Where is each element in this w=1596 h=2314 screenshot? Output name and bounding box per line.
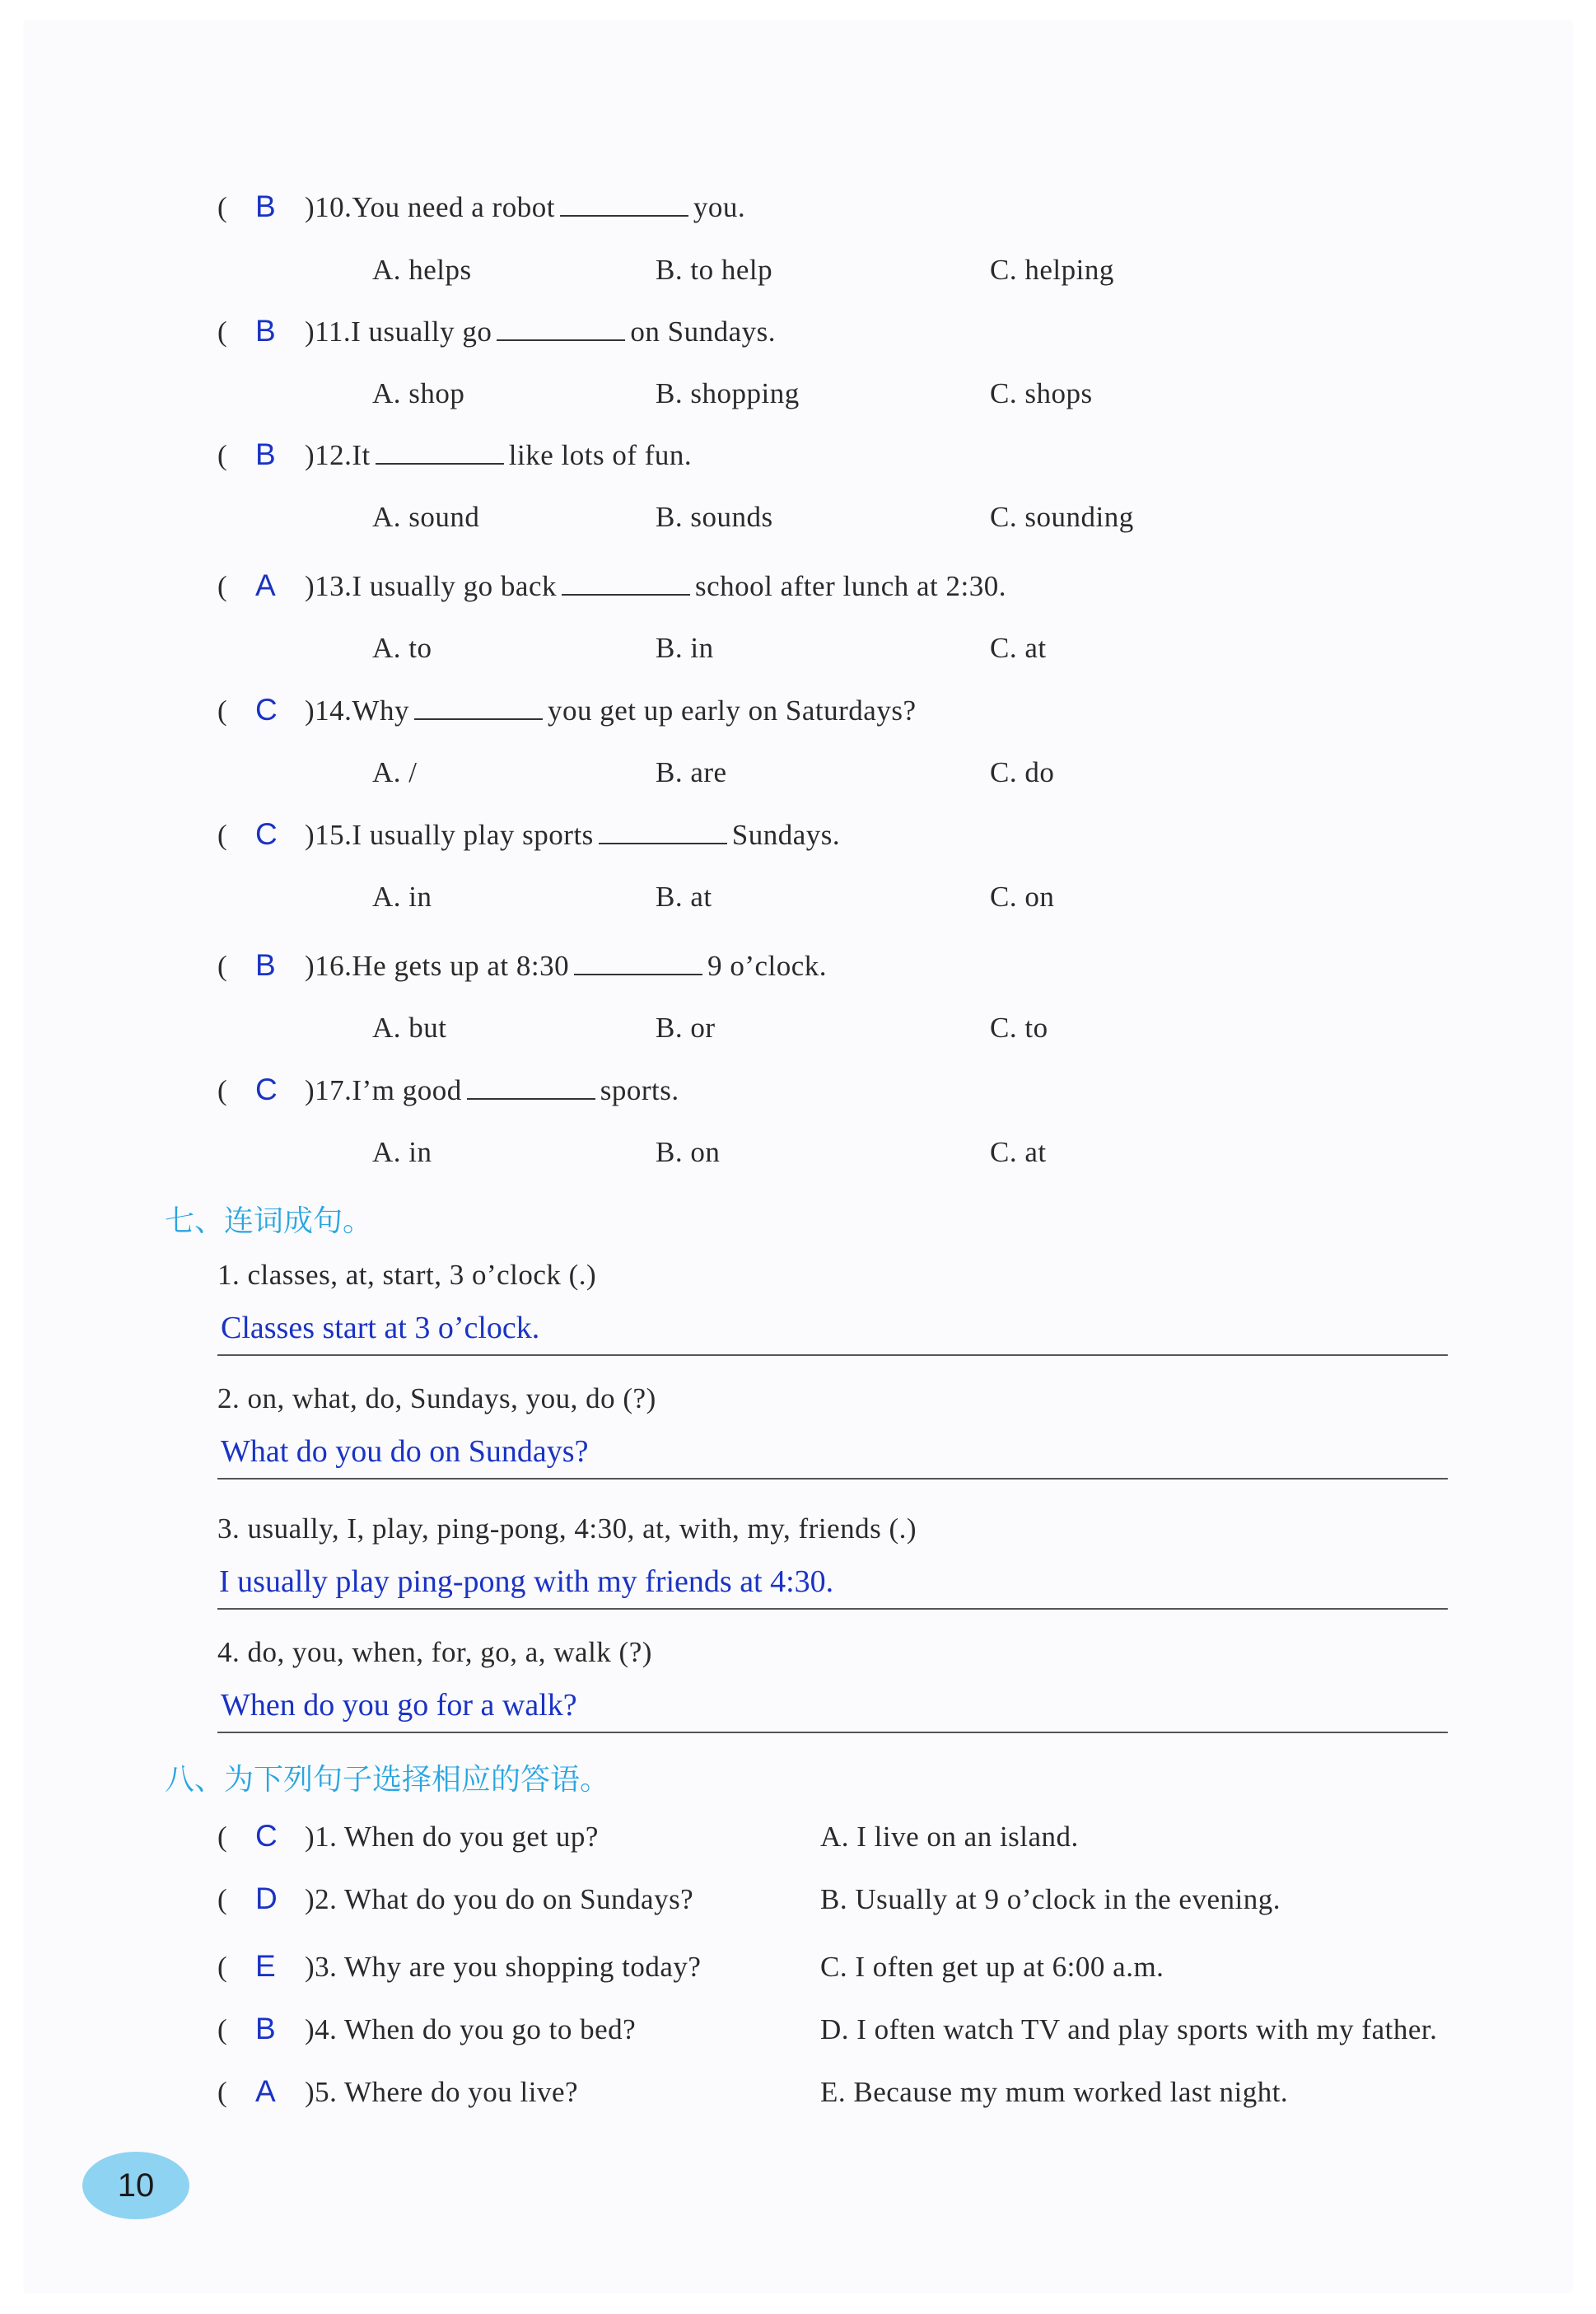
answer-letter: B xyxy=(255,314,276,348)
blank-line xyxy=(562,574,690,596)
answer-letter: B xyxy=(255,437,276,471)
question-text: )2. What do you do on Sundays? xyxy=(305,1883,694,1915)
option-b: B. or xyxy=(656,1012,716,1044)
question-text: )11.I usually go on Sundays. xyxy=(305,316,776,348)
blank-line xyxy=(467,1078,595,1100)
option-a: A. to xyxy=(372,632,432,664)
answer-letter: C xyxy=(255,817,278,851)
answer-line xyxy=(217,1478,1448,1480)
answer-letter: A xyxy=(255,2074,276,2108)
option-a: A. but xyxy=(372,1012,447,1044)
answer-sentence: When do you go for a walk? xyxy=(221,1688,577,1723)
open-paren: ( xyxy=(217,316,227,348)
open-paren: ( xyxy=(217,1883,227,1915)
open-paren: ( xyxy=(217,694,227,727)
answer-letter: B xyxy=(255,948,276,982)
blank-line xyxy=(560,195,688,217)
option-a: A. / xyxy=(372,756,418,788)
question-text: )14.Why you get up early on Saturdays? xyxy=(305,694,917,727)
section-title: 八、为下列句子选择相应的答语。 xyxy=(165,1763,610,1797)
option-b: B. on xyxy=(656,1136,721,1168)
answer-sentence: What do you do on Sundays? xyxy=(221,1434,589,1469)
word-prompt: 2. on, what, do, Sundays, you, do (?) xyxy=(217,1382,656,1414)
answer-line xyxy=(217,1608,1448,1610)
option-c: C. helping xyxy=(990,254,1114,286)
option-c: C. on xyxy=(990,881,1055,913)
open-paren: ( xyxy=(217,2013,227,2045)
option-b: B. shopping xyxy=(656,377,800,409)
option-b: B. to help xyxy=(656,254,773,286)
open-paren: ( xyxy=(217,191,227,223)
option-a: A. helps xyxy=(372,254,472,286)
word-prompt: 4. do, you, when, for, go, a, walk (?) xyxy=(217,1636,652,1668)
open-paren: ( xyxy=(217,2076,227,2108)
answer-line xyxy=(217,1732,1448,1733)
question-text: )16.He gets up at 8:30 9 o’clock. xyxy=(305,950,828,982)
question-text: )1. When do you get up? xyxy=(305,1821,599,1853)
open-paren: ( xyxy=(217,819,227,851)
page-number-badge xyxy=(82,2152,189,2219)
option-c: C. sounding xyxy=(990,501,1134,533)
answer-sentence: I usually play ping-pong with my friends at 4:30. xyxy=(219,1564,834,1599)
blank-line xyxy=(574,954,702,975)
option-b: B. are xyxy=(656,756,727,788)
open-paren: ( xyxy=(217,570,227,602)
reply-option: B. Usually at 9 o’clock in the evening. xyxy=(820,1883,1281,1915)
question-text: )17.I’m good sports. xyxy=(305,1074,679,1106)
section-title: 七、连词成句。 xyxy=(165,1204,373,1238)
answer-letter: D xyxy=(255,1882,278,1915)
question-text: )10.You need a robot you. xyxy=(305,191,746,223)
option-a: A. sound xyxy=(372,501,480,533)
option-b: B. at xyxy=(656,881,712,913)
answer-sentence: Classes start at 3 o’clock. xyxy=(221,1311,540,1345)
option-a: A. in xyxy=(372,881,432,913)
answer-letter: C xyxy=(255,693,278,727)
blank-line xyxy=(497,320,625,341)
option-c: C. at xyxy=(990,632,1047,664)
reply-option: D. I often watch TV and play sports with my father. xyxy=(820,2013,1438,2045)
blank-line xyxy=(376,443,504,465)
question-text: )3. Why are you shopping today? xyxy=(305,1951,702,1983)
blank-line xyxy=(599,823,727,844)
answer-letter: A xyxy=(255,568,276,602)
open-paren: ( xyxy=(217,1951,227,1983)
question-text: )13.I usually go back school after lunch at 2:30. xyxy=(305,570,1006,602)
question-text: )4. When do you go to bed? xyxy=(305,2013,637,2045)
open-paren: ( xyxy=(217,439,227,471)
blank-line xyxy=(414,699,543,720)
option-a: A. shop xyxy=(372,377,465,409)
question-text: )12.It like lots of fun. xyxy=(305,439,693,471)
answer-letter: C xyxy=(255,1073,278,1106)
option-c: C. to xyxy=(990,1012,1048,1044)
option-c: C. at xyxy=(990,1136,1047,1168)
answer-letter: E xyxy=(255,1949,276,1983)
answer-letter: B xyxy=(255,2012,276,2045)
option-c: C. do xyxy=(990,756,1055,788)
question-text: )5. Where do you live? xyxy=(305,2076,579,2108)
word-prompt: 1. classes, at, start, 3 o’clock (.) xyxy=(217,1259,597,1291)
option-c: C. shops xyxy=(990,377,1093,409)
answer-letter: C xyxy=(255,1819,278,1853)
open-paren: ( xyxy=(217,1074,227,1106)
answer-line xyxy=(217,1354,1448,1356)
answer-letter: B xyxy=(255,189,276,223)
option-b: B. sounds xyxy=(656,501,773,533)
open-paren: ( xyxy=(217,1821,227,1853)
open-paren: ( xyxy=(217,950,227,982)
reply-option: E. Because my mum worked last night. xyxy=(820,2076,1289,2108)
reply-option: A. I live on an island. xyxy=(820,1821,1079,1853)
option-b: B. in xyxy=(656,632,714,664)
reply-option: C. I often get up at 6:00 a.m. xyxy=(820,1951,1164,1983)
page-number: 10 xyxy=(117,2167,155,2204)
word-prompt: 3. usually, I, play, ping-pong, 4:30, at, with, my, friends (.) xyxy=(217,1512,917,1545)
question-text: )15.I usually play sports Sundays. xyxy=(305,819,841,851)
option-a: A. in xyxy=(372,1136,432,1168)
